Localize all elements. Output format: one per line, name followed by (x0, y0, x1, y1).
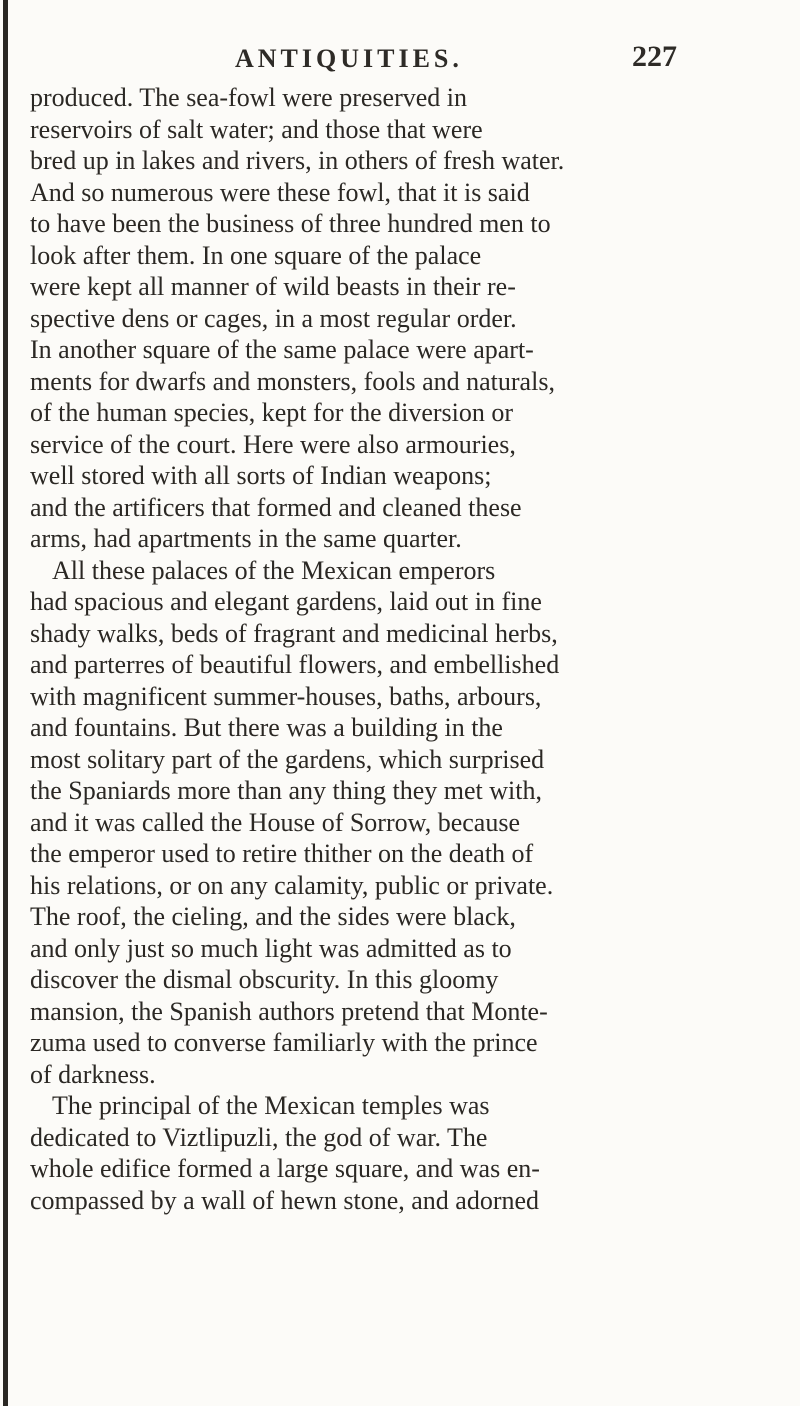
text-line: service of the court. Here were also armouries, (30, 429, 516, 459)
text-line: the emperor used to retire thither on the death of (30, 839, 534, 868)
text-line: In another square of the same palace were apart- (30, 335, 534, 364)
text-line: and fountains. But there was a building in the (30, 713, 503, 742)
text-line: and only just so much light was admitted as to (30, 933, 512, 963)
text-line: discover the dismal obscurity. In this gloomy (30, 965, 499, 994)
text-line: his relations, or on any calamity, public or private. (30, 870, 554, 900)
text-line: had spacious and elegant gardens, laid out in fine (30, 587, 542, 616)
page-edge-shadow (3, 0, 8, 1406)
text-line: bred up in lakes and rivers, in others of fresh water. (30, 146, 565, 175)
text-line: well stored with all sorts of Indian weapons; (30, 461, 492, 490)
text-line: to have been the business of three hundred men to (30, 209, 551, 238)
text-line: whole edifice formed a large square, and was en- (30, 1154, 540, 1183)
running-head: ANTIQUITIES. (235, 44, 463, 73)
text-line: of darkness. (30, 1059, 156, 1089)
text-line: most solitary part of the gardens, which surprised (30, 744, 545, 774)
text-line: The roof, the cieling, and the sides were black, (30, 902, 516, 931)
text-line: ments for dwarfs and monsters, fools and naturals, (30, 366, 555, 396)
text-line: of the human species, kept for the diversion or (30, 398, 514, 427)
text-line: mansion, the Spanish authors pretend that Monte- (30, 996, 548, 1026)
text-line: spective dens or cages, in a most regular order. (30, 303, 517, 333)
text-line: the Spaniards more than any thing they met with, (30, 776, 542, 805)
text-line: with magnificent summer-houses, baths, arbours, (30, 681, 542, 711)
text-line: zuma used to converse familiarly with the prince (30, 1028, 538, 1057)
text-line: compassed by a wall of hewn stone, and adorned (30, 1185, 540, 1215)
text-line: and the artificers that formed and cleaned these (30, 492, 522, 522)
page-header (0, 36, 800, 76)
text-line: and it was called the House of Sorrow, because (30, 807, 520, 837)
text-line: look after them. In one square of the palace (30, 240, 482, 270)
page-number: 227 (632, 40, 677, 73)
paragraph-start-line: All these palaces of the Mexican emperors (52, 555, 496, 585)
paragraph-start-line: The principal of the Mexican temples was (52, 1091, 490, 1120)
body-text (30, 82, 790, 1216)
text-line: arms, had apartments in the same quarter. (30, 524, 462, 553)
text-line: produced. The sea-fowl were preserved in (30, 83, 467, 112)
text-line: reservoirs of salt water; and those that were (30, 114, 483, 144)
text-line: were kept all manner of wild beasts in their re- (30, 272, 516, 301)
text-line: shady walks, beds of fragrant and medicinal herbs, (30, 618, 558, 648)
text-line: dedicated to Viztlipuzli, the god of war. The (30, 1122, 488, 1152)
text-line: And so numerous were these fowl, that it is said (30, 177, 530, 207)
text-line: and parterres of beautiful flowers, and embellished (30, 650, 560, 679)
